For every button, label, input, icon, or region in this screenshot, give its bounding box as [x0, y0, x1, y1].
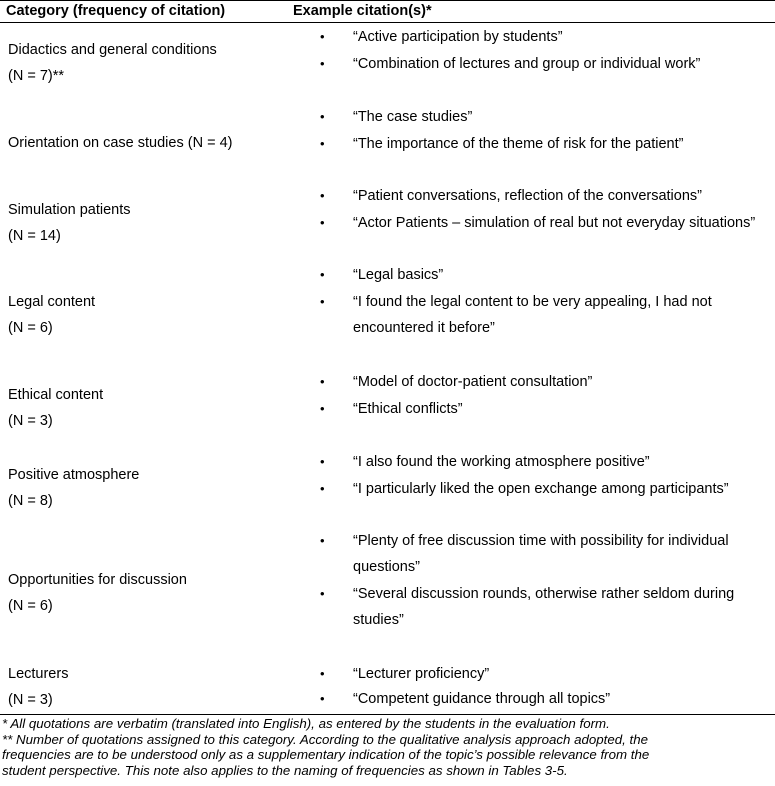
- citation-text: [353, 51, 773, 77]
- bullet-icon: •: [320, 29, 325, 44]
- bullet-icon: •: [320, 56, 325, 71]
- category-line: Simulation patients: [8, 202, 131, 218]
- category-line: Opportunities for discussion: [8, 572, 187, 588]
- citation-text: [353, 131, 773, 157]
- category-line: (N = 3): [8, 692, 53, 708]
- bullet-icon: •: [320, 481, 325, 496]
- category-line: (N = 8): [8, 493, 53, 509]
- header-citations: Example citation(s)*: [293, 3, 432, 19]
- category-line: (N = 7)**: [8, 68, 65, 84]
- citation-text: [353, 369, 773, 395]
- citation-text: [353, 686, 773, 712]
- citation-text: [353, 183, 773, 209]
- footnote-line: frequencies are to be understood only as a supplementary indication of the topic’s possible relevance from the: [2, 747, 650, 762]
- bullet-icon: •: [320, 267, 325, 282]
- citation-line: “Model of doctor-patient consultation”: [353, 374, 593, 390]
- citation-line: “Actor Patients – simulation of real but not everyday situations”: [353, 215, 756, 231]
- category-line: Lecturers: [8, 666, 69, 682]
- citation-line: “Legal basics”: [353, 267, 444, 283]
- bullet-icon: •: [320, 454, 325, 469]
- bullet-icon: •: [320, 401, 325, 416]
- footnote: [2, 716, 772, 732]
- citation-line: “Combination of lectures and group or individual work”: [353, 56, 701, 72]
- citation-text: [353, 289, 773, 341]
- citation-line: “I also found the working atmosphere positive”: [353, 454, 650, 470]
- bullet-icon: •: [320, 691, 325, 706]
- category-cell: [8, 289, 308, 341]
- category-cell: [8, 382, 308, 434]
- citation-line: questions”: [353, 559, 420, 575]
- category-cell: [8, 197, 308, 249]
- category-line: (N = 6): [8, 598, 53, 614]
- bullet-icon: •: [320, 188, 325, 203]
- bullet-icon: •: [320, 294, 325, 309]
- category-cell: [8, 37, 308, 89]
- category-cell: [8, 130, 308, 156]
- bullet-icon: •: [320, 586, 325, 601]
- citation-text: [353, 104, 773, 130]
- citation-text: [353, 581, 773, 633]
- category-line: Ethical content: [8, 387, 104, 403]
- citation-line: “The importance of the theme of risk for the patient”: [353, 136, 684, 152]
- bullet-icon: •: [320, 109, 325, 124]
- bullet-icon: •: [320, 666, 325, 681]
- footnote-line: ** Number of quotations assigned to this category. According to the qualitative analysis approach adopted, the: [2, 731, 649, 747]
- table-footnotes: [2, 716, 772, 778]
- citation-text: [353, 210, 773, 236]
- bullet-icon: •: [320, 136, 325, 151]
- citation-text: [353, 528, 773, 580]
- category-cell: [8, 661, 308, 713]
- citation-line: “Active participation by students”: [353, 29, 563, 45]
- footnote-line: student perspective. This note also applies to the naming of frequencies as shown in Tables 3-5.: [2, 762, 568, 778]
- citation-line: “Competent guidance through all topics”: [353, 691, 611, 707]
- citation-text: [353, 661, 773, 687]
- citation-line: encountered it before”: [353, 320, 495, 336]
- bullet-icon: •: [320, 215, 325, 230]
- citation-line: “Ethical conflicts”: [353, 401, 463, 417]
- category-line: (N = 14): [8, 228, 61, 244]
- header-category: Category (frequency of citation): [6, 3, 226, 19]
- category-line: Didactics and general conditions: [8, 42, 217, 58]
- category-line: Orientation on case studies (N = 4): [8, 135, 233, 151]
- bullet-icon: •: [320, 533, 325, 548]
- category-line: (N = 6): [8, 320, 53, 336]
- citation-line: “Lecturer proficiency”: [353, 666, 490, 682]
- citation-line: “I found the legal content to be very appealing, I had not: [353, 294, 712, 310]
- citation-text: [353, 262, 773, 288]
- citation-line: “I particularly liked the open exchange among participants”: [353, 481, 729, 497]
- category-cell: [8, 462, 308, 514]
- bullet-icon: •: [320, 374, 325, 389]
- citation-line: “Several discussion rounds, otherwise rather seldom during: [353, 586, 735, 602]
- citation-text: [353, 24, 773, 50]
- citation-text: [353, 476, 773, 502]
- citation-line: “Plenty of free discussion time with possibility for individual: [353, 533, 729, 549]
- category-line: (N = 3): [8, 413, 53, 429]
- citation-text: [353, 396, 773, 422]
- table-top-rule: [0, 0, 775, 1]
- footnote-line: * All quotations are verbatim (translated into English), as entered by the students in the evaluation form.: [2, 716, 610, 731]
- category-line: Legal content: [8, 294, 96, 310]
- citation-line: “Patient conversations, reflection of the conversations”: [353, 188, 702, 204]
- citation-line: studies”: [353, 612, 404, 628]
- category-cell: [8, 567, 308, 619]
- citation-line: “The case studies”: [353, 109, 473, 125]
- table-bottom-rule: [0, 714, 775, 715]
- citation-text: [353, 449, 773, 475]
- header-rule: [0, 22, 775, 23]
- category-line: Positive atmosphere: [8, 467, 140, 483]
- footnote: [2, 732, 772, 779]
